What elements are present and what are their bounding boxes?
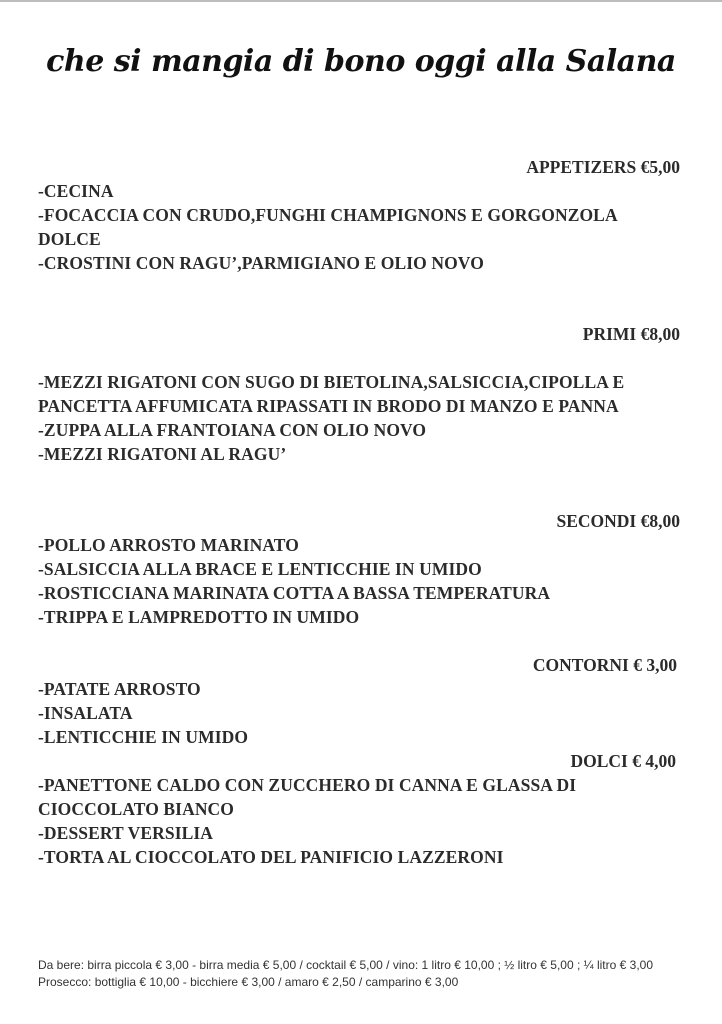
list-item: -TORTA AL CIOCCOLATO DEL PANIFICIO LAZZERONI bbox=[38, 847, 504, 867]
list-item: -POLLO ARROSTO MARINATO bbox=[38, 535, 299, 555]
section-header-contorni: CONTORNI € 3,00 bbox=[532, 655, 677, 675]
list-item: -DESSERT VERSILIA bbox=[38, 823, 214, 843]
list-item: -LENTICCHIE IN UMIDO bbox=[38, 727, 249, 747]
section-header-primi: PRIMI €8,00 bbox=[582, 324, 680, 344]
dolci-list bbox=[38, 773, 678, 869]
list-item: -PATATE ARROSTO bbox=[38, 679, 201, 699]
drinks-line-1: Da bere: birra piccola € 3,00 - birra media € 5,00 / cocktail € 5,00 / vino: 1 litro € 10,00 ; ½ litro € 5,00 ; ¼ litro € 3,00 bbox=[38, 958, 653, 972]
list-item: -CROSTINI CON RAGU’,PARMIGIANO E OLIO NOVO bbox=[38, 253, 484, 273]
section-header-dolci: DOLCI € 4,00 bbox=[570, 751, 676, 771]
contorni-list bbox=[38, 677, 678, 749]
section-header-secondi: SECONDI €8,00 bbox=[556, 511, 680, 531]
list-item: -MEZZI RIGATONI AL RAGU’ bbox=[38, 444, 287, 464]
section-header-appetizers: APPETIZERS €5,00 bbox=[526, 157, 680, 177]
list-item: -ROSTICCIANA MARINATA COTTA A BASSA TEMPERATURA bbox=[38, 583, 551, 603]
list-item: -ZUPPA ALLA FRANTOIANA CON OLIO NOVO bbox=[38, 420, 427, 440]
menu-title: che si mangia di bono oggi alla Salana bbox=[46, 44, 676, 79]
secondi-list bbox=[38, 533, 678, 629]
drinks-footer bbox=[38, 957, 698, 991]
list-item: -INSALATA bbox=[38, 703, 133, 723]
list-item: -PANETTONE CALDO CON ZUCCHERO DI CANNA E GLASSA DI CIOCCOLATO BIANCO bbox=[38, 775, 577, 819]
list-item: -CECINA bbox=[38, 181, 114, 201]
drinks-line-2: Prosecco: bottiglia € 10,00 - bicchiere € 3,00 / amaro € 2,50 / camparino € 3,00 bbox=[38, 975, 459, 989]
top-divider bbox=[0, 0, 722, 2]
list-item: -TRIPPA E LAMPREDOTTO IN UMIDO bbox=[38, 607, 360, 627]
list-item: -FOCACCIA CON CRUDO,FUNGHI CHAMPIGNONS E GORGONZOLA DOLCE bbox=[38, 205, 617, 249]
primi-list bbox=[38, 370, 678, 466]
list-item: -MEZZI RIGATONI CON SUGO DI BIETOLINA,SALSICCIA,CIPOLLA E PANCETTA AFFUMICATA RIPASSATI IN BRODO DI MANZO E PANNA bbox=[38, 372, 625, 416]
list-item: -SALSICCIA ALLA BRACE E LENTICCHIE IN UMIDO bbox=[38, 559, 482, 579]
appetizers-list bbox=[38, 179, 678, 275]
